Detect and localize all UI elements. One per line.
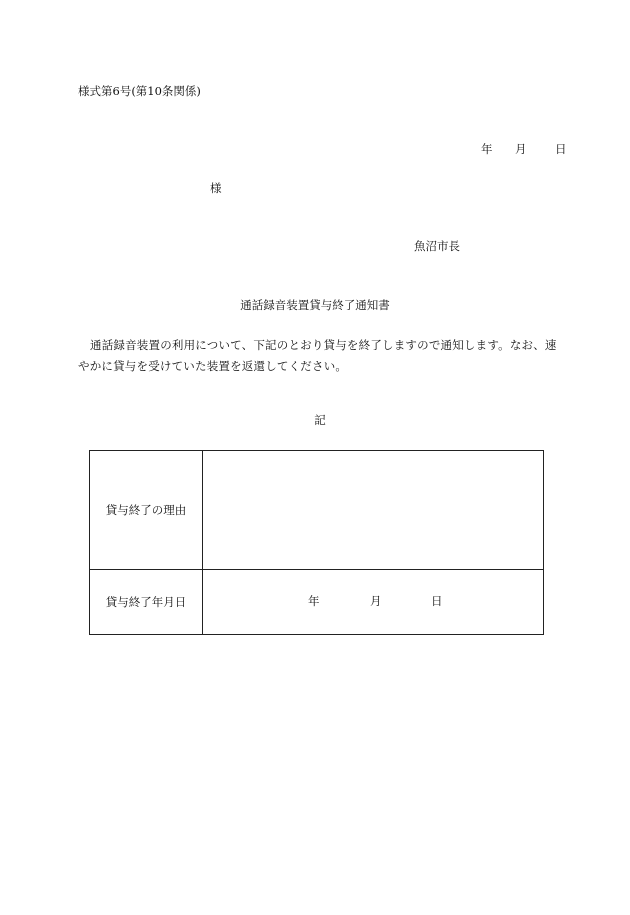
end-date-label: 貸与終了年月日 <box>90 570 203 635</box>
issue-date-year: 年 <box>481 142 493 156</box>
issue-date-month: 月 <box>515 142 527 156</box>
ki-heading: 記 <box>314 413 326 427</box>
table-row-end-date <box>90 570 544 635</box>
document-title: 通話録音装置貸与終了通知書 <box>240 298 390 312</box>
body-text: 通話録音装置の利用について、下記のとおり貸与を終了しますので通知します。なお、速やかに貸与を受けていた装置を返還してください。 <box>78 338 557 373</box>
reason-label: 貸与終了の理由 <box>90 451 203 570</box>
addressee-suffix: 様 <box>210 181 222 195</box>
end-date-day: 日 <box>431 594 443 608</box>
form-number: 様式第6号(第10条関係) <box>78 84 201 98</box>
issue-date-day: 日 <box>555 142 567 156</box>
detail-table <box>89 450 544 635</box>
end-date-value-cell <box>203 570 544 635</box>
issue-date <box>481 144 567 156</box>
end-date-month: 月 <box>370 594 382 608</box>
end-date-year: 年 <box>308 594 320 608</box>
issuer-name: 魚沼市長 <box>414 239 460 253</box>
end-date-values <box>203 570 543 634</box>
reason-value-cell <box>203 451 544 570</box>
table-row-reason <box>90 451 544 570</box>
